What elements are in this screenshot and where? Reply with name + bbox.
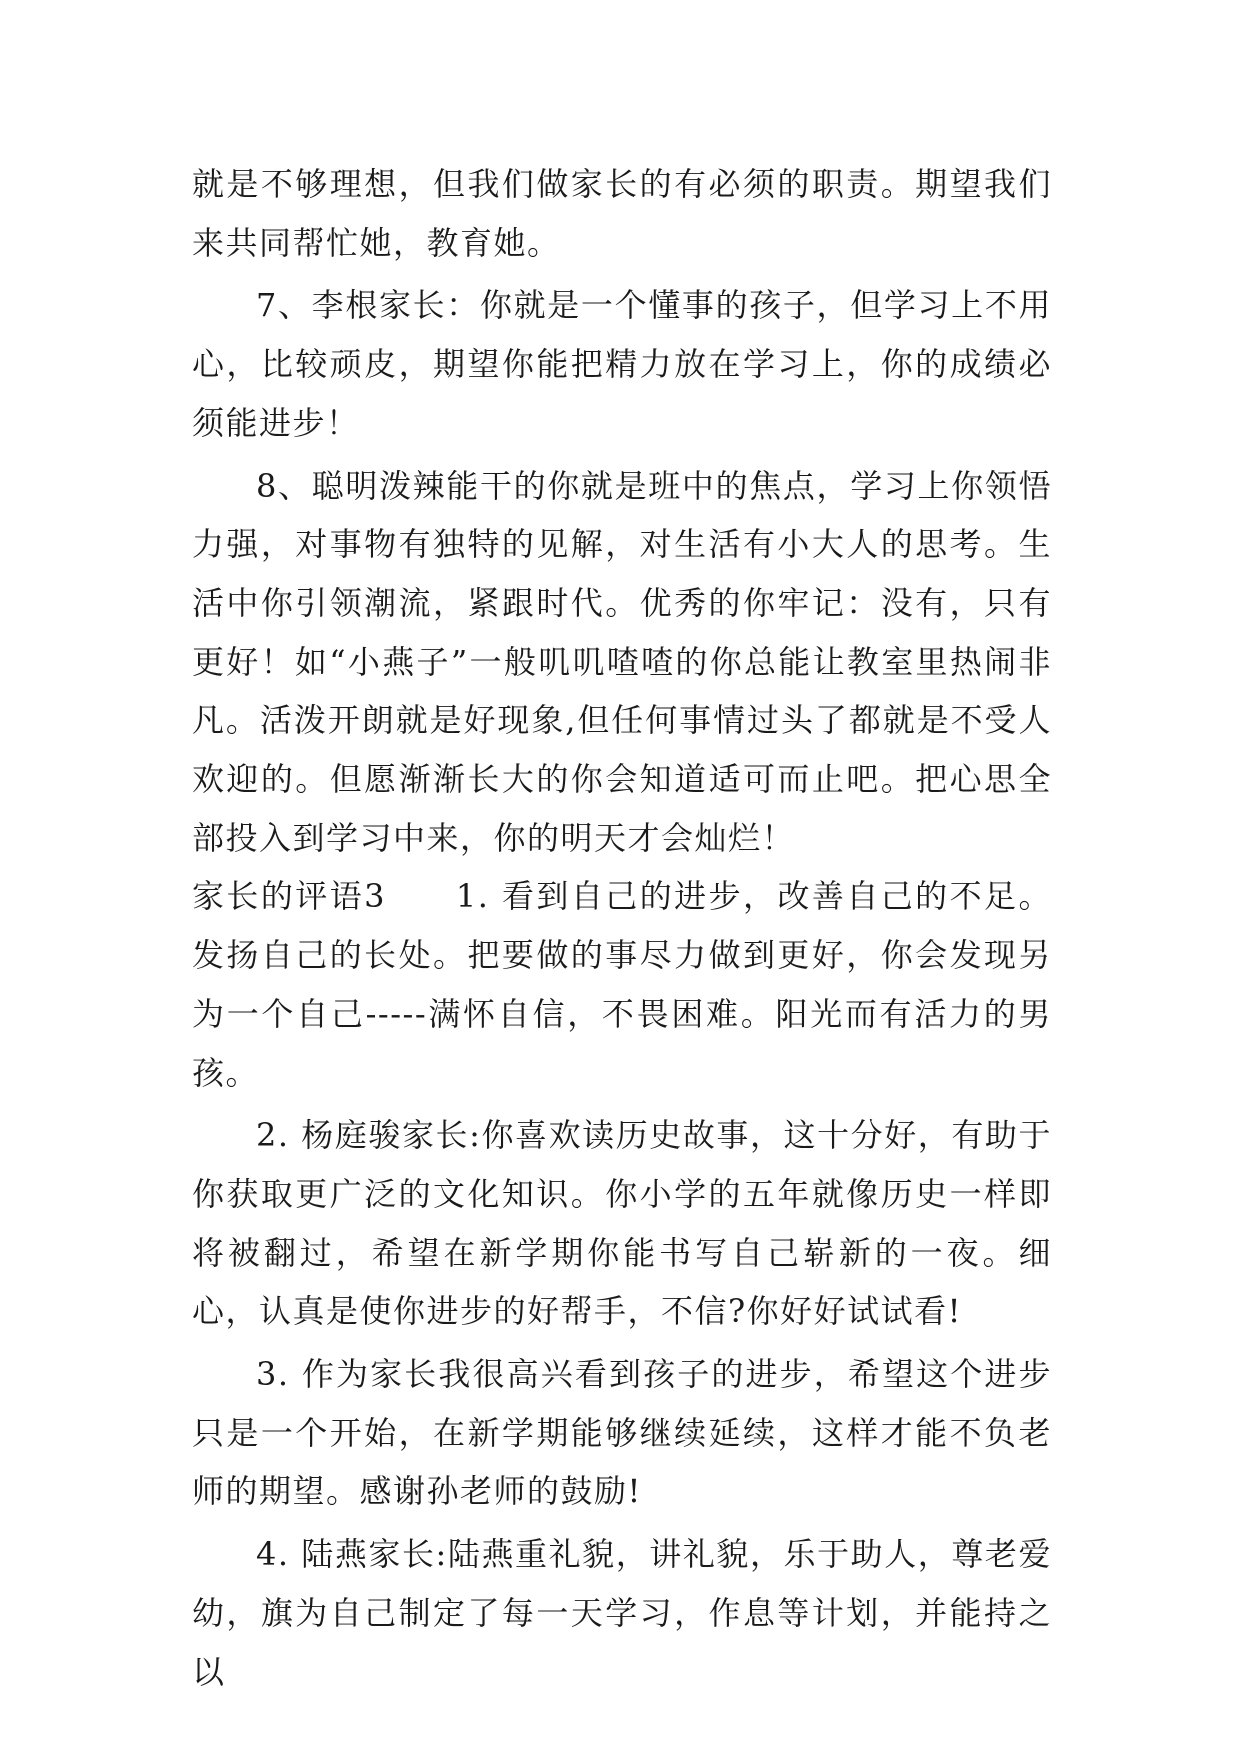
document-body bbox=[192, 155, 1052, 1701]
paragraph-section-3-item-1: 家长的评语3 1. 看到自己的进步，改善自己的不足。发扬自己的长处。把要做的事尽力做到更好，你会发现另为一个自己-----满怀自信，不畏困难。阳光而有活力的男孩。 bbox=[192, 877, 1052, 1092]
paragraph-item-8: 8、聪明泼辣能干的你就是班中的焦点，学习上你领悟力强，对事物有独特的见解，对生活有小大人的思考。生活中你引领潮流，紧跟时代。优秀的你牢记：没有，只有更好！如“小燕子”一般叽叽喳喳的你总能让教室里热闹非凡。活泼开朗就是好现象,但任何事情过头了都就是不受人欢迎的。但愿渐渐长大的你会知道适可而止吧。把心思全部投入到学习中来，你的明天才会灿烂！ bbox=[192, 466, 1052, 857]
paragraph-continuation: 就是不够理想，但我们做家长的有必须的职责。期望我们来共同帮忙她，教育她。 bbox=[192, 165, 1052, 262]
paragraph-section-3-item-3: 3. 作为家长我很高兴看到孩子的进步，希望这个进步只是一个开始，在新学期能够继续延续，这样才能不负老师的期望。感谢孙老师的鼓励! bbox=[192, 1355, 1052, 1511]
paragraph-item-7: 7、李根家长：你就是一个懂事的孩子，但学习上不用心，比较顽皮，期望你能把精力放在学习上，你的成绩必须能进步！ bbox=[192, 286, 1052, 442]
paragraph-section-3-item-4: 4. 陆燕家长:陆燕重礼貌，讲礼貌，乐于助人，尊老爱幼，旗为自己制定了每一天学习，作息等计划，并能持之以 bbox=[192, 1535, 1052, 1691]
paragraph-section-3-item-2: 2. 杨庭骏家长:你喜欢读历史故事，这十分好，有助于你获取更广泛的文化知识。你小学的五年就像历史一样即将被翻过，希望在新学期你能书写自己崭新的一夜。细心，认真是使你进步的好帮手，不信?你好好试试看! bbox=[192, 1116, 1052, 1331]
